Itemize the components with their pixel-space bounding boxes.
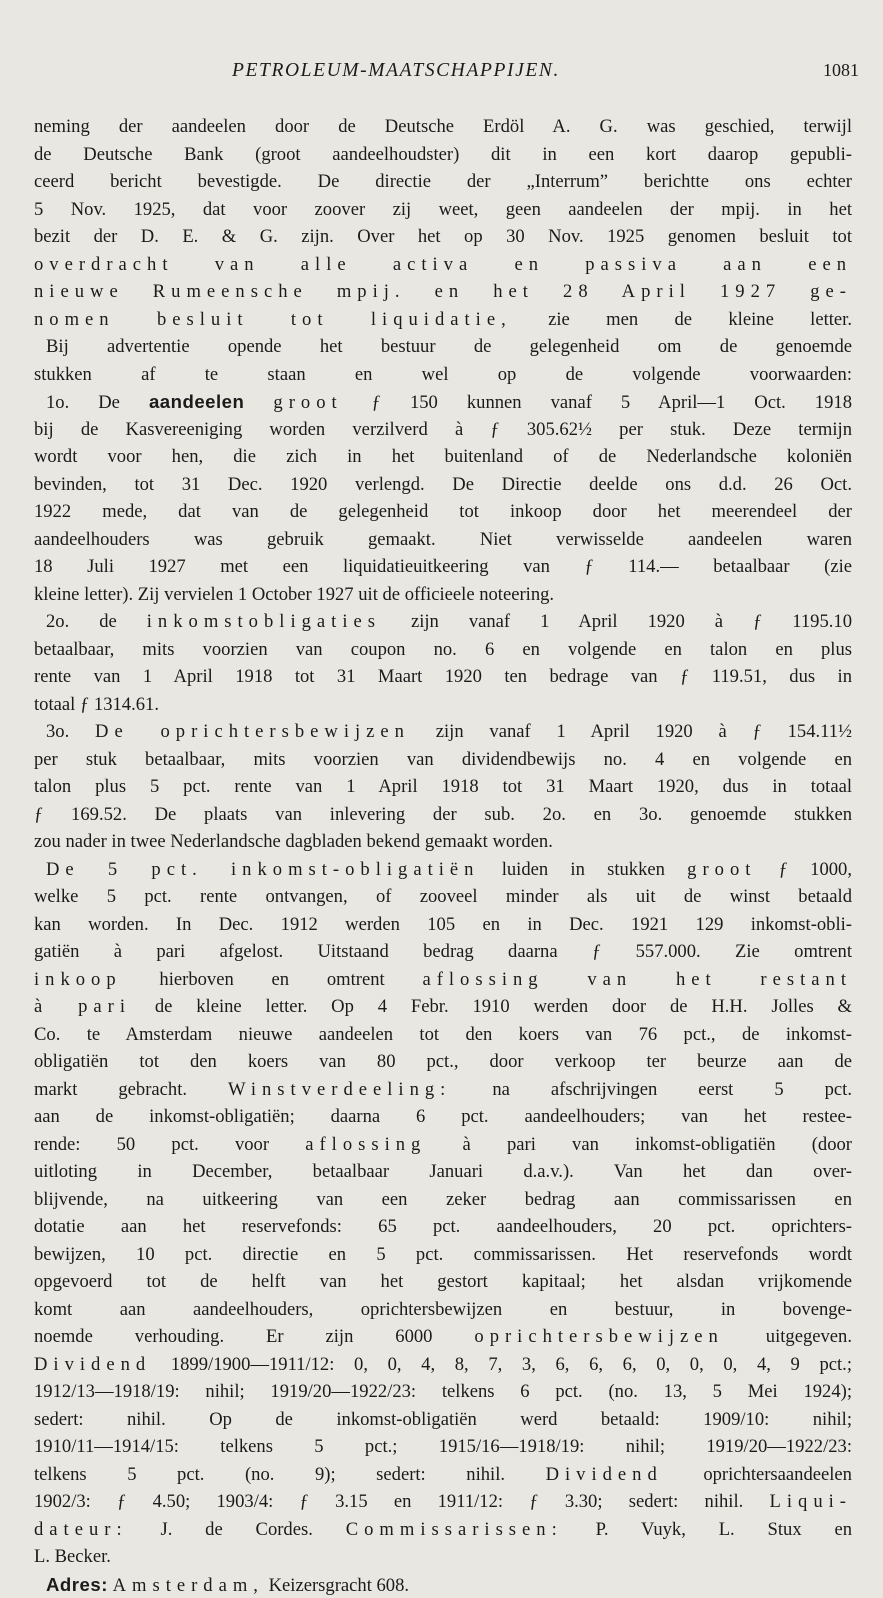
text-segment: Bij advertentie opende het bestuur de gelegenheid om de genoemde (46, 336, 852, 357)
text-segment: bezit der D. E. & G. zijn. Over het op 30 Nov. 1925 genomen besluit tot (34, 226, 852, 247)
text-segment: 1910/11—1914/15: telkens 5 pct.; 1915/16—1918/19: nihil; 1919/20—1922/23: (34, 1436, 852, 1457)
text-line (34, 278, 852, 305)
text-line (34, 1516, 852, 1543)
bold-term: aandeelen (148, 391, 245, 412)
text-segment: 5 Nov. 1925, dat voor zoover zij weet, geen aandeelen der mpij. in het (34, 198, 852, 220)
text-segment: bevinden, tot 31 Dec. 1920 verlengd. De Directie deelde ons d.d. 26 Oct. (34, 473, 852, 495)
text-line (34, 223, 852, 250)
text-line (34, 361, 852, 388)
text-segment: de Deutsche Bank (groot aandeelhoudster) dit in een kort daarop gepubli- (34, 143, 852, 165)
spaced-term: aflossing van het restant (422, 968, 852, 990)
text-line (34, 911, 852, 938)
text-segment: gatiën à pari afgelost. Uitstaand bedrag daarna ƒ 557.000. Zie omtrent (34, 941, 852, 962)
text-line (34, 1103, 852, 1130)
text-line (34, 1268, 852, 1295)
spaced-term: nieuwe Rumeensche mpij. en het 28 April 1927 ge- (34, 281, 852, 302)
text-segment: L. Becker. (34, 1546, 111, 1567)
spaced-term: inkomstobligaties (146, 611, 381, 632)
text-line (46, 608, 852, 635)
spaced-term: Commissarissen: (345, 1518, 563, 1540)
text-segment: oprichtersaandeelen (662, 1463, 852, 1485)
spaced-term: inkoop (34, 968, 122, 990)
text-segment: sedert: nihil. Op de inkomst-obligatiën werd betaald: 1909/10: nihil; (34, 1408, 852, 1430)
text-line (34, 113, 852, 140)
text-line (34, 746, 852, 773)
text-line (34, 168, 852, 195)
text-line (46, 856, 852, 883)
text-segment: zie men de kleine letter. (511, 308, 852, 330)
text-segment: totaal ƒ 1314.61. (34, 693, 159, 715)
spaced-term: Liqui- (769, 1491, 852, 1512)
text-line (34, 828, 852, 855)
spaced-term: Amsterdam, (112, 1574, 264, 1596)
text-segment: obligatiën tot den koers van 80 pct., door verkoop ter beurze aan de (34, 1051, 852, 1072)
text-line (46, 718, 852, 745)
text-segment: rende: 50 pct. voor (34, 1133, 306, 1155)
text-segment: 1o. De (46, 392, 149, 413)
text-line (34, 1323, 852, 1350)
spaced-term: Dividend (545, 1463, 663, 1485)
text-line (34, 966, 852, 993)
text-line (34, 1241, 852, 1268)
spaced-term: nomen besluit tot liquidatie, (34, 308, 512, 330)
text-segment: 3o. (46, 721, 96, 742)
text-segment: luiden in stukken (479, 858, 688, 880)
text-line (34, 801, 852, 828)
text-segment: ceerd bericht bevestigde. De directie der „Interrum” berichtte ons echter (34, 171, 852, 192)
text-line (34, 1186, 852, 1213)
text-line (34, 1158, 852, 1185)
text-line (34, 416, 852, 443)
text-segment: betaalbaar, mits voorzien van coupon no. 6 en volgende en talon en plus (34, 638, 852, 660)
spaced-term: oprichtersbewijzen (474, 1326, 724, 1347)
spaced-term: De oprichtersbewijzen (95, 721, 410, 742)
text-segment: ƒ 1000, (756, 858, 852, 880)
text-segment: talon plus 5 pct. rente van 1 April 1918 tot 31 Maart 1920, dus in totaal (34, 776, 852, 797)
spaced-term: overdracht van alle activa en passiva aan een (34, 253, 852, 275)
text-segment: opgevoerd tot de helft van het gestort kapitaal; het alsdan vrijkomende (34, 1271, 852, 1292)
text-line (34, 498, 852, 525)
text-segment: kleine letter). Zij vervielen 1 October 1927 uit de officieele noteering. (34, 583, 555, 605)
text-segment: blijvende, na uitkeering van een zeker bedrag aan commissarissen en (34, 1188, 852, 1210)
spaced-term: à pari (34, 996, 132, 1017)
spaced-term: dateur: (34, 1518, 128, 1540)
text-line (34, 773, 852, 800)
text-line (34, 1488, 852, 1515)
spaced-term: Winstverdeeling: (228, 1078, 452, 1100)
text-line (34, 1296, 852, 1323)
text-segment: zijn vanaf 1 April 1920 à ƒ 1195.10 (380, 611, 852, 632)
text-segment: noemde verhouding. Er zijn 6000 (34, 1326, 475, 1347)
text-line (34, 443, 852, 470)
text-segment: J. de Cordes. (127, 1518, 346, 1540)
text-segment: de kleine letter. Op 4 Febr. 1910 werden door de H.H. Jolles & (131, 996, 852, 1017)
text-segment: ƒ 169.52. De plaats van inlevering der sub. 2o. en 3o. genoemde stukken (34, 803, 852, 825)
text-line (46, 388, 852, 415)
text-segment: à pari van inkomst-obligatiën (door (426, 1133, 852, 1155)
spaced-term: groot (687, 858, 757, 880)
text-segment: 1912/13—1918/19: nihil; 1919/20—1922/23: telkens 6 pct. (no. 13, 5 Mei 1924); (34, 1381, 852, 1402)
text-segment: welke 5 pct. rente ontvangen, of zooveel minder als uit de winst betaald (34, 886, 852, 907)
text-line (34, 1461, 852, 1488)
text-segment: 1899/1900—1911/12: 0, 0, 4, 8, 7, 3, 6, 6, 6, 0, 0, 0, 4, 9 pct.; (151, 1353, 852, 1375)
text-line (34, 883, 852, 910)
text-segment: 2o. de (46, 611, 147, 632)
text-segment: ƒ 150 kunnen vanaf 5 April—1 Oct. 1918 (342, 392, 852, 413)
text-segment: aandeelhouders was gebruik gemaakt. Niet verwisselde aandeelen waren (34, 528, 852, 550)
text-line (34, 581, 852, 608)
text-line (34, 141, 852, 168)
text-segment: rente van 1 April 1918 tot 31 Maart 1920 ten bedrage van ƒ 119.51, dus in (34, 666, 852, 687)
text-segment: wordt voor hen, die zich in het buitenland of de Nederlandsche koloniën (34, 446, 852, 467)
text-segment: uitgegeven. (723, 1326, 852, 1347)
running-title: PETROLEUM-MAATSCHAPPIJEN. (232, 60, 560, 81)
spaced-term: De 5 pct. inkomst-obligatiën (46, 858, 480, 880)
text-line (34, 1048, 852, 1075)
spaced-term: Dividend (34, 1353, 152, 1375)
text-segment: per stuk betaalbaar, mits voorzien van dividendbewijs no. 4 en volgende en (34, 748, 852, 770)
spaced-term: groot (273, 392, 343, 413)
text-segment: 18 Juli 1927 met een liquidatieuitkeering van ƒ 114.— betaalbaar (zie (34, 556, 852, 577)
text-segment: 1922 mede, dat van de gelegenheid tot inkoop door het meerendeel der (34, 501, 852, 522)
text-segment: markt gebracht. (34, 1078, 229, 1100)
text-line (46, 1571, 852, 1598)
text-segment: Keizersgracht 608. (263, 1574, 410, 1596)
text-line (34, 1433, 852, 1460)
text-segment: bij de Kasvereeniging worden verzilverd à ƒ 305.62½ per stuk. Deze termijn (34, 418, 852, 440)
bold-term: Adres: (46, 1573, 108, 1595)
text-line (34, 1351, 852, 1378)
text-line (34, 1406, 852, 1433)
page-number: 1081 (823, 60, 859, 80)
text-line (34, 993, 852, 1020)
text-line (34, 196, 852, 223)
text-line (34, 1131, 852, 1158)
text-segment: zou nader in twee Nederlandsche dagbladen bekend gemaakt worden. (34, 831, 553, 852)
text-segment: P. Vuyk, L. Stux en (562, 1518, 852, 1540)
text-line (34, 938, 852, 965)
text-line (34, 663, 852, 690)
text-line (34, 251, 852, 278)
text-segment: uitloting in December, betaalbaar Januari d.a.v.). Van het dan over- (34, 1161, 852, 1182)
text-segment: dotatie aan het reservefonds: 65 pct. aandeelhouders, 20 pct. oprichters- (34, 1216, 852, 1237)
text-line (34, 1543, 852, 1570)
text-segment: na afschrijvingen eerst 5 pct. (451, 1078, 852, 1100)
text-line (34, 1021, 852, 1048)
text-line (34, 526, 852, 553)
spaced-term: aflossing (305, 1133, 427, 1155)
text-segment: aan de inkomst-obligatiën; daarna 6 pct. aandeelhouders; van het restee- (34, 1106, 852, 1127)
text-segment (244, 392, 273, 413)
text-line (34, 1213, 852, 1240)
text-line (34, 306, 852, 333)
text-line (34, 471, 852, 498)
text-line (46, 333, 852, 360)
text-segment: Co. te Amsterdam nieuwe aandeelen tot den koers van 76 pct., de inkomst- (34, 1023, 852, 1045)
text-line (34, 1378, 852, 1405)
text-segment: hierboven en omtrent (121, 968, 423, 990)
text-segment: komt aan aandeelhouders, oprichtersbewijzen en bestuur, in bovenge- (34, 1298, 852, 1320)
text-segment: kan worden. In Dec. 1912 werden 105 en in Dec. 1921 129 inkomst-obli- (34, 913, 852, 935)
text-line (34, 636, 852, 663)
text-segment: telkens 5 pct. (no. 9); sedert: nihil. (34, 1463, 546, 1485)
text-segment: bewijzen, 10 pct. directie en 5 pct. commissarissen. Het reservefonds wordt (34, 1243, 852, 1265)
text-segment: 1902/3: ƒ 4.50; 1903/4: ƒ 3.15 en 1911/12: ƒ 3.30; sedert: nihil. (34, 1491, 770, 1512)
text-segment: zijn vanaf 1 April 1920 à ƒ 154.11½ (409, 721, 852, 742)
text-segment: neming der aandeelen door de Deutsche Erdöl A. G. was geschied, terwijl (34, 116, 852, 137)
text-segment: stukken af te staan en wel op de volgende voorwaarden: (34, 363, 852, 385)
text-line (34, 553, 852, 580)
text-line (34, 1076, 852, 1103)
page-header (0, 60, 883, 90)
text-line (34, 691, 852, 718)
